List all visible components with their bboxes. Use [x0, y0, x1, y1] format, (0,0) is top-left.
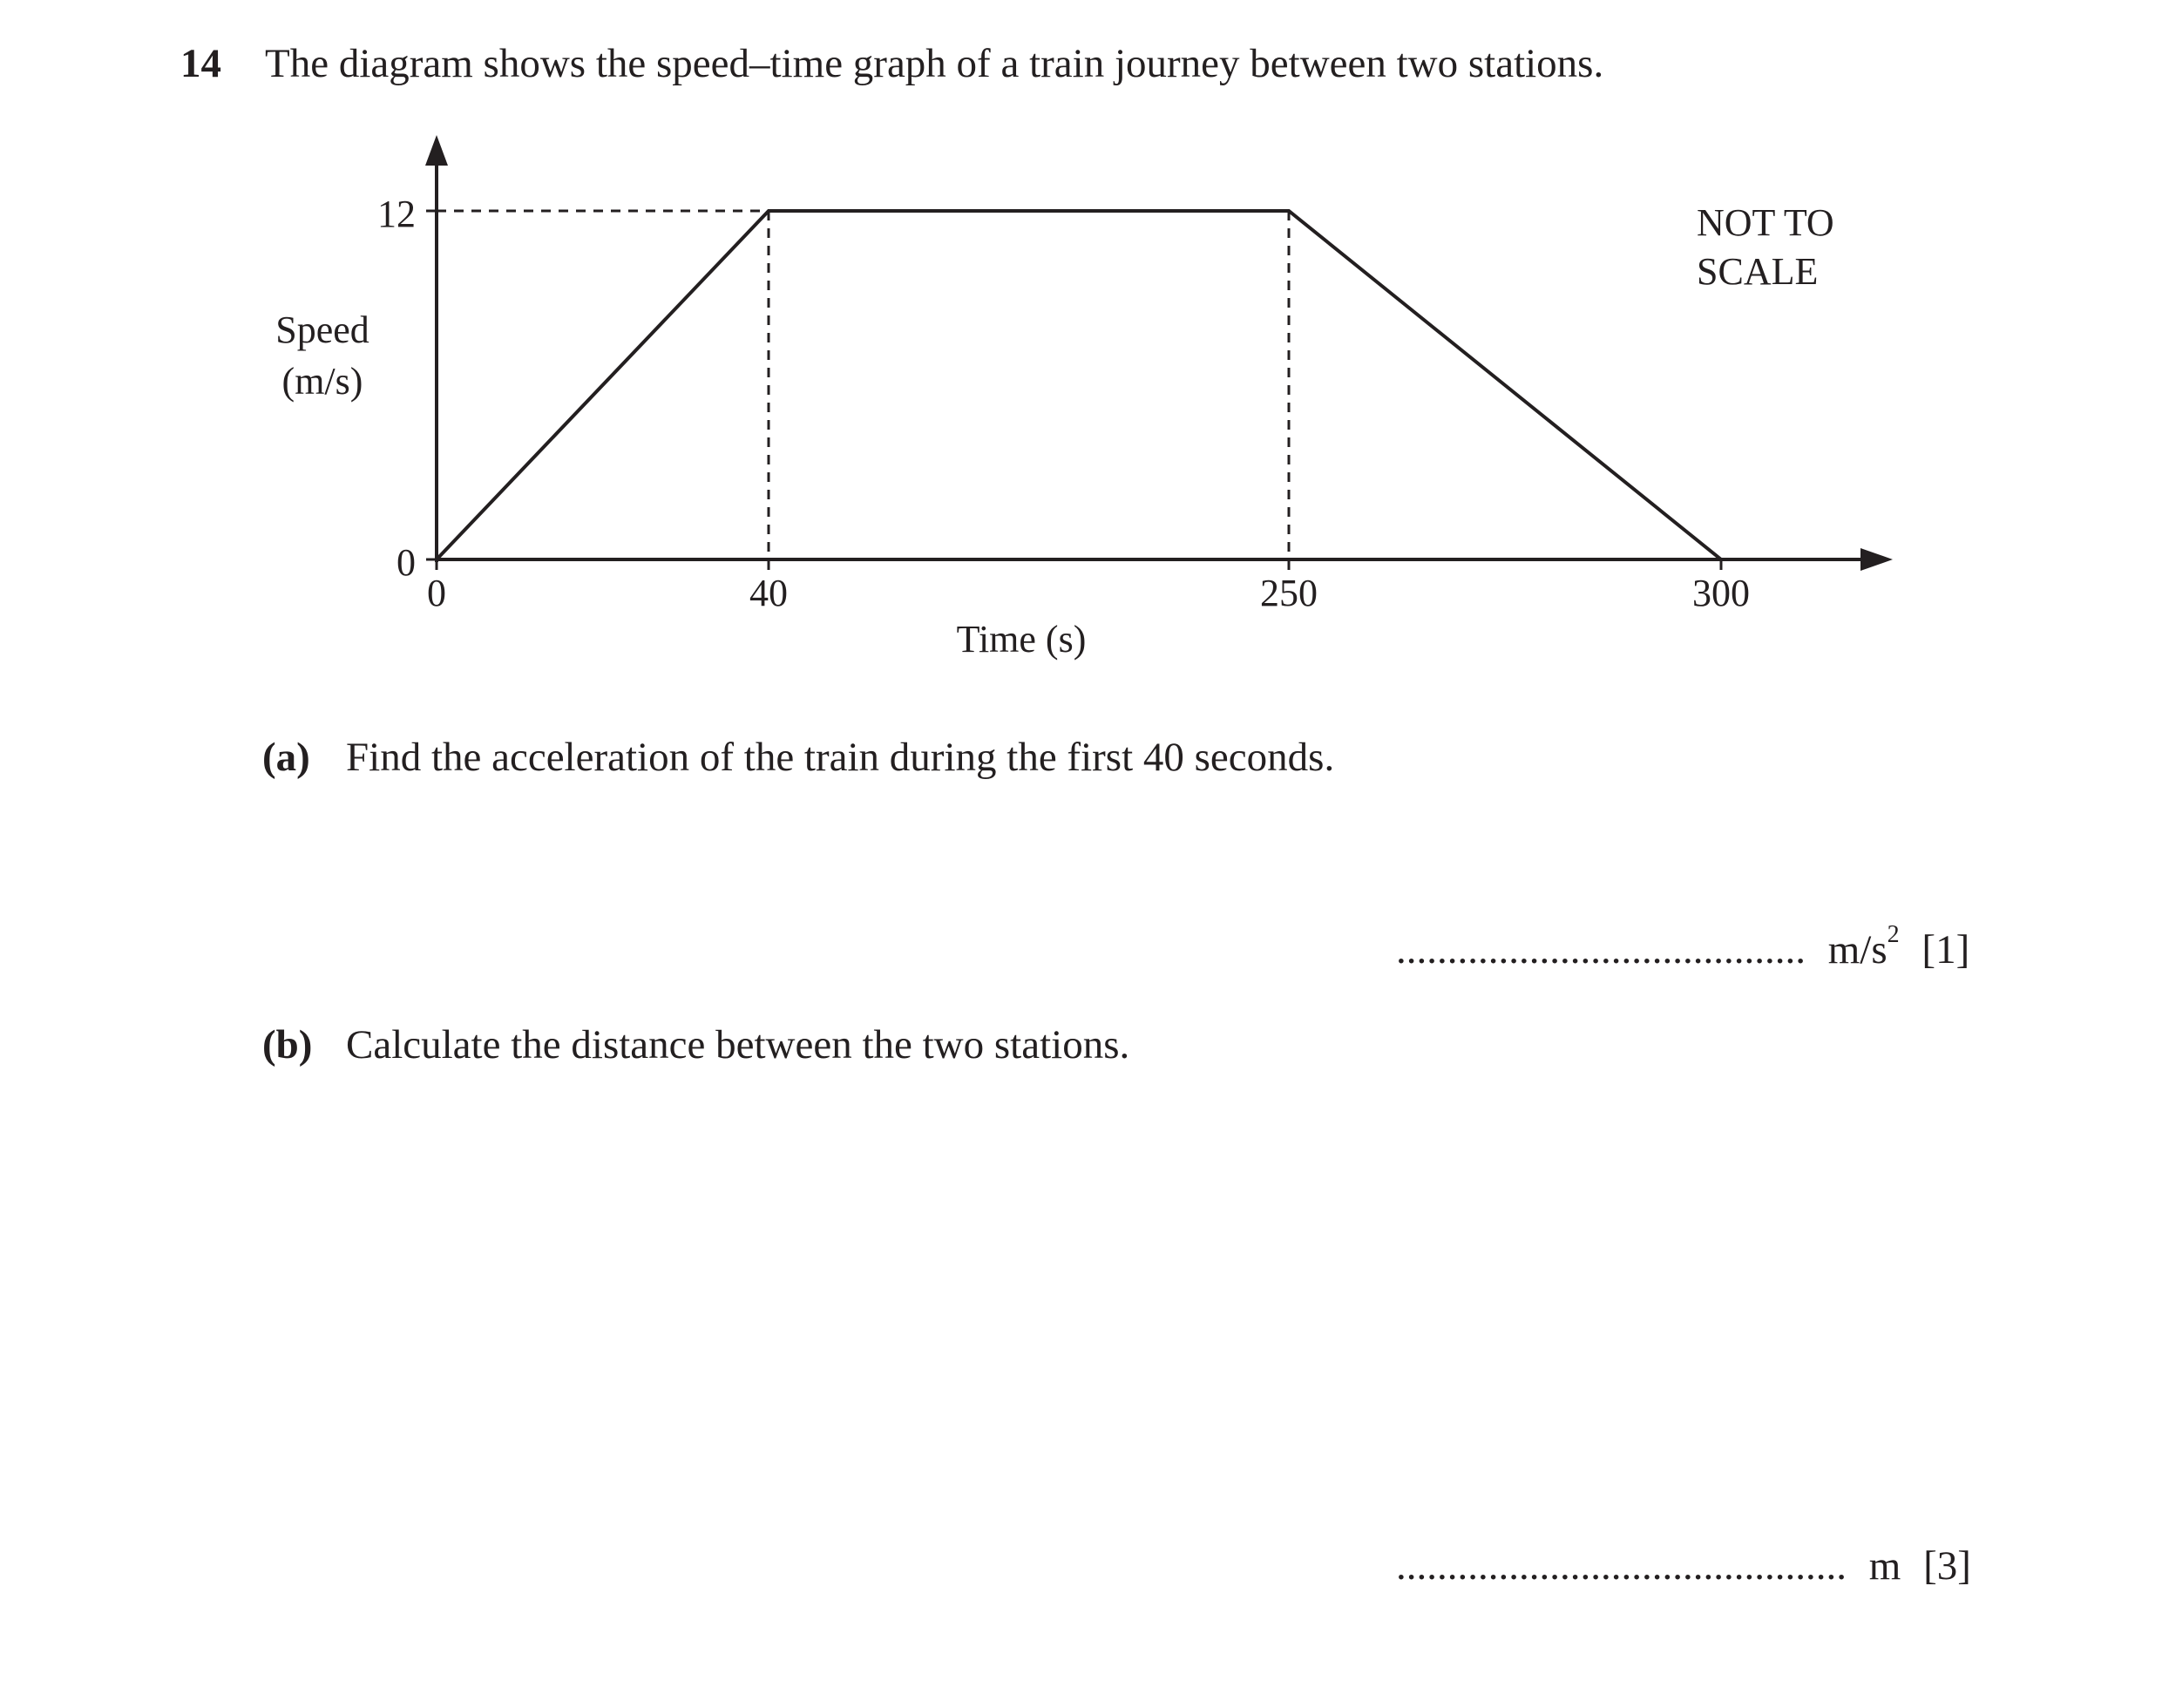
- part-a-marks: [1]: [1921, 927, 1970, 973]
- part-b-answer-dots[interactable]: ............................................: [1396, 1543, 1847, 1589]
- question-number: 14: [180, 41, 221, 86]
- part-a-answer-line: [1396, 921, 1970, 973]
- y-axis-label-line1: Speed: [275, 308, 369, 351]
- y-axis-label-line2: (m/s): [281, 360, 363, 403]
- x-axis-arrow-icon: [1860, 548, 1893, 571]
- not-to-scale-line1: NOT TO: [1697, 201, 1834, 244]
- part-b-text: Calculate the distance between the two stations.: [346, 1022, 1130, 1068]
- speed-time-graph: [0, 0, 2162, 697]
- part-b-answer-line: [1396, 1542, 1971, 1589]
- part-b-marks: [3]: [1923, 1543, 1971, 1589]
- not-to-scale-line2: SCALE: [1697, 250, 1819, 293]
- x-tick-label-300: 300: [1692, 572, 1750, 614]
- x-tick-label-0: 0: [427, 572, 446, 614]
- part-b-unit: m: [1868, 1543, 1901, 1589]
- y-tick-label-0: 0: [396, 541, 416, 584]
- x-tick-label-40: 40: [749, 572, 788, 614]
- speed-time-line: [437, 211, 1721, 559]
- part-a-unit: $m/s^2$: [1827, 921, 1900, 973]
- x-axis-label: Time (s): [956, 618, 1087, 661]
- part-b-label: (b): [262, 1022, 313, 1068]
- x-tick-label-250: 250: [1260, 572, 1318, 614]
- question-text: The diagram shows the speed–time graph of a train journey between two stations.: [265, 41, 1604, 86]
- part-a-answer-dots[interactable]: ........................................: [1396, 927, 1806, 973]
- part-a-text: Find the acceleration of the train during the first 40 seconds.: [346, 735, 1335, 780]
- part-a-label: (a): [262, 735, 310, 780]
- y-tick-label-12: 12: [377, 193, 416, 235]
- y-axis-arrow-icon: [425, 135, 448, 166]
